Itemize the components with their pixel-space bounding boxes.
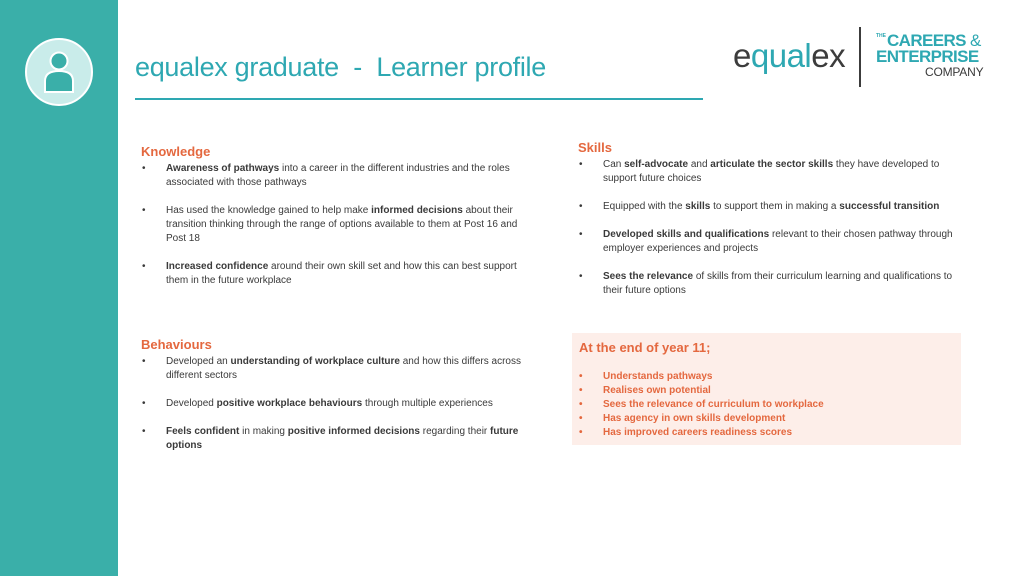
- behaviours-heading: Behaviours: [141, 337, 212, 352]
- end-of-year-box: [572, 333, 961, 445]
- skills-heading: Skills: [578, 140, 612, 155]
- list-item: • Increased confidence around their own skill set and how this can best support them in the future workplace: [141, 260, 526, 288]
- person-icon: [25, 38, 93, 106]
- list-item: • Sees the relevance of curriculum to workplace: [579, 398, 824, 412]
- list-item: • Has improved careers readiness scores: [579, 426, 824, 440]
- list-item: • Developed an understanding of workplace culture and how this differs across different sectors: [141, 355, 526, 383]
- careers-enterprise-logo: THE CAREERS & ENTERPRISE COMPANY: [876, 31, 984, 79]
- list-item: • Developed positive workplace behaviours through multiple experiences: [141, 397, 526, 411]
- list-item: • Feels confident in making positive informed decisions regarding their future options: [141, 425, 526, 453]
- end-of-year-heading: At the end of year 11;: [579, 340, 711, 355]
- behaviours-list: [141, 355, 526, 453]
- knowledge-heading: Knowledge: [141, 144, 211, 159]
- behaviours-section: [141, 337, 526, 453]
- list-item: • Developed skills and qualifications relevant to their chosen pathway through employer experiences and projects: [578, 228, 968, 256]
- skills-list: [578, 158, 968, 298]
- list-item: • Understands pathways: [579, 370, 824, 384]
- skills-section: [578, 140, 968, 298]
- list-item: • Has agency in own skills development: [579, 412, 824, 426]
- sidebar: [0, 0, 118, 576]
- equalex-logo: equalex: [733, 37, 846, 74]
- knowledge-section: [141, 144, 526, 288]
- list-item: • Equipped with the skills to support them in making a successful transition: [578, 200, 968, 214]
- page-title: equalex graduate - Learner profile: [135, 52, 546, 82]
- list-item: • Has used the knowledge gained to help make informed decisions about their transition thinking through the range of options available to them at Post 16 and Post 18: [141, 204, 526, 246]
- knowledge-list: [141, 162, 526, 288]
- logo-divider: [859, 27, 861, 87]
- list-item: • Can self-advocate and articulate the sector skills they have developed to support future choices: [578, 158, 968, 186]
- end-of-year-list: [579, 370, 824, 440]
- list-item: • Awareness of pathways into a career in the different industries and the roles associated with those pathways: [141, 162, 526, 190]
- list-item: • Realises own potential: [579, 384, 824, 398]
- title-underline: [135, 98, 703, 100]
- list-item: • Sees the relevance of skills from their curriculum learning and qualifications to their future options: [578, 270, 968, 298]
